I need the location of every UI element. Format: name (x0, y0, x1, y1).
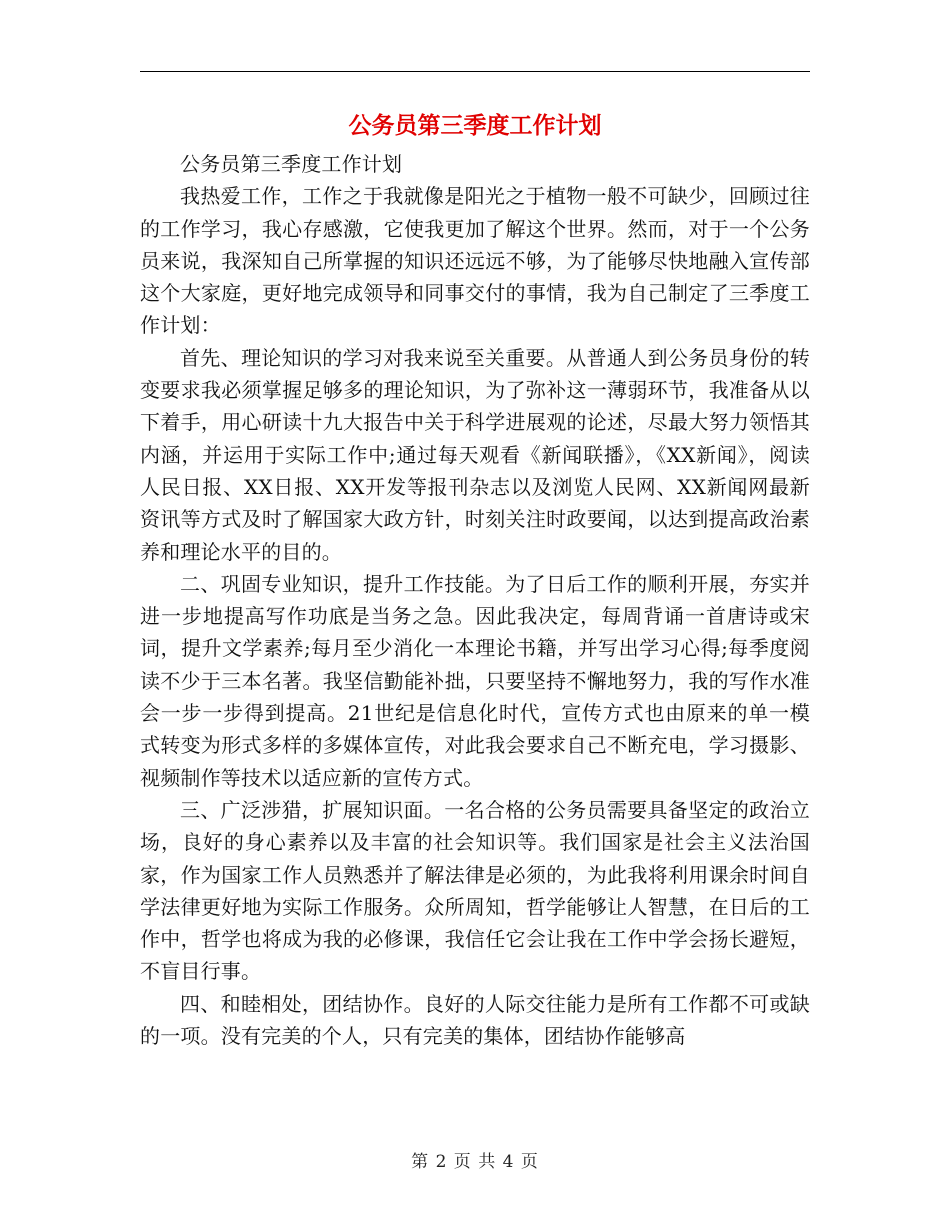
paragraph-skills: 二、巩固专业知识，提升工作技能。为了日后工作的顺利开展，夯实并进一步地提高写作功底是当务之急。因此我决定，每周背诵一首唐诗或宋词，提升文学素养;每月至少消化一本理论书籍，并写出学习心得;每季度阅读不少于三本名著。我坚信勤能补拙，只要坚持不懈地努力，我的写作水准会一步一步得到提高。21世纪是信息化时代，宣传方式也由原来的单一模式转变为形式多样的多媒体宣传，对此我会要求自己不断充电，学习摄影、视频制作等技术以适应新的宣传方式。 (140, 571, 810, 790)
document-title: 公务员第三季度工作计划 (348, 113, 602, 139)
document-body (140, 148, 810, 1052)
paragraph-knowledge: 三、广泛涉猎，扩展知识面。一名合格的公务员需要具备坚定的政治立场，良好的身心素养以及丰富的社会知识等。我们国家是社会主义法治国家，作为国家工作人员熟悉并了解法律是必须的，为此我将利用课余时间自学法律更好地为实际工作服务。众所周知，哲学能够让人智慧，在日后的工作中，哲学也将成为我的必修课，我信任它会让我在工作中学会扬长避短，不盲目行事。 (140, 797, 810, 984)
paragraph-intro: 我热爱工作，工作之于我就像是阳光之于植物一般不可缺少，回顾过往的工作学习，我心存感激，它使我更加了解这个世界。然而，对于一个公务员来说，我深知自己所掌握的知识还远远不够，为了能够尽快地融入宣传部这个大家庭，更好地完成领导和同事交付的事情，我为自己制定了三季度工作计划： (140, 184, 810, 338)
paragraph-teamwork: 四、和睦相处，团结协作。良好的人际交往能力是所有工作都不可或缺的一项。没有完美的个人，只有完美的集体，团结协作能够高 (140, 991, 810, 1049)
page-number: 第 2 页 共 4 页 (411, 1152, 539, 1172)
header-rule (140, 71, 810, 72)
paragraph-theory: 首先、理论知识的学习对我来说至关重要。从普通人到公务员身份的转变要求我必须掌握足够多的理论知识，为了弥补这一薄弱环节，我准备从以下着手，用心研读十九大报告中关于科学进展观的论述，尽最大努力领悟其内涵，并运用于实际工作中;通过每天观看《新闻联播》，《XX新闻》，阅读人民日报、XX日报、XX开发等报刊杂志以及浏览人民网、XX新闻网最新资讯等方式及时了解国家大政方针，时刻关注时政要闻，以达到提高政治素养和理论水平的目的。 (140, 345, 810, 564)
paragraph-subtitle: 公务员第三季度工作计划 (180, 152, 403, 176)
